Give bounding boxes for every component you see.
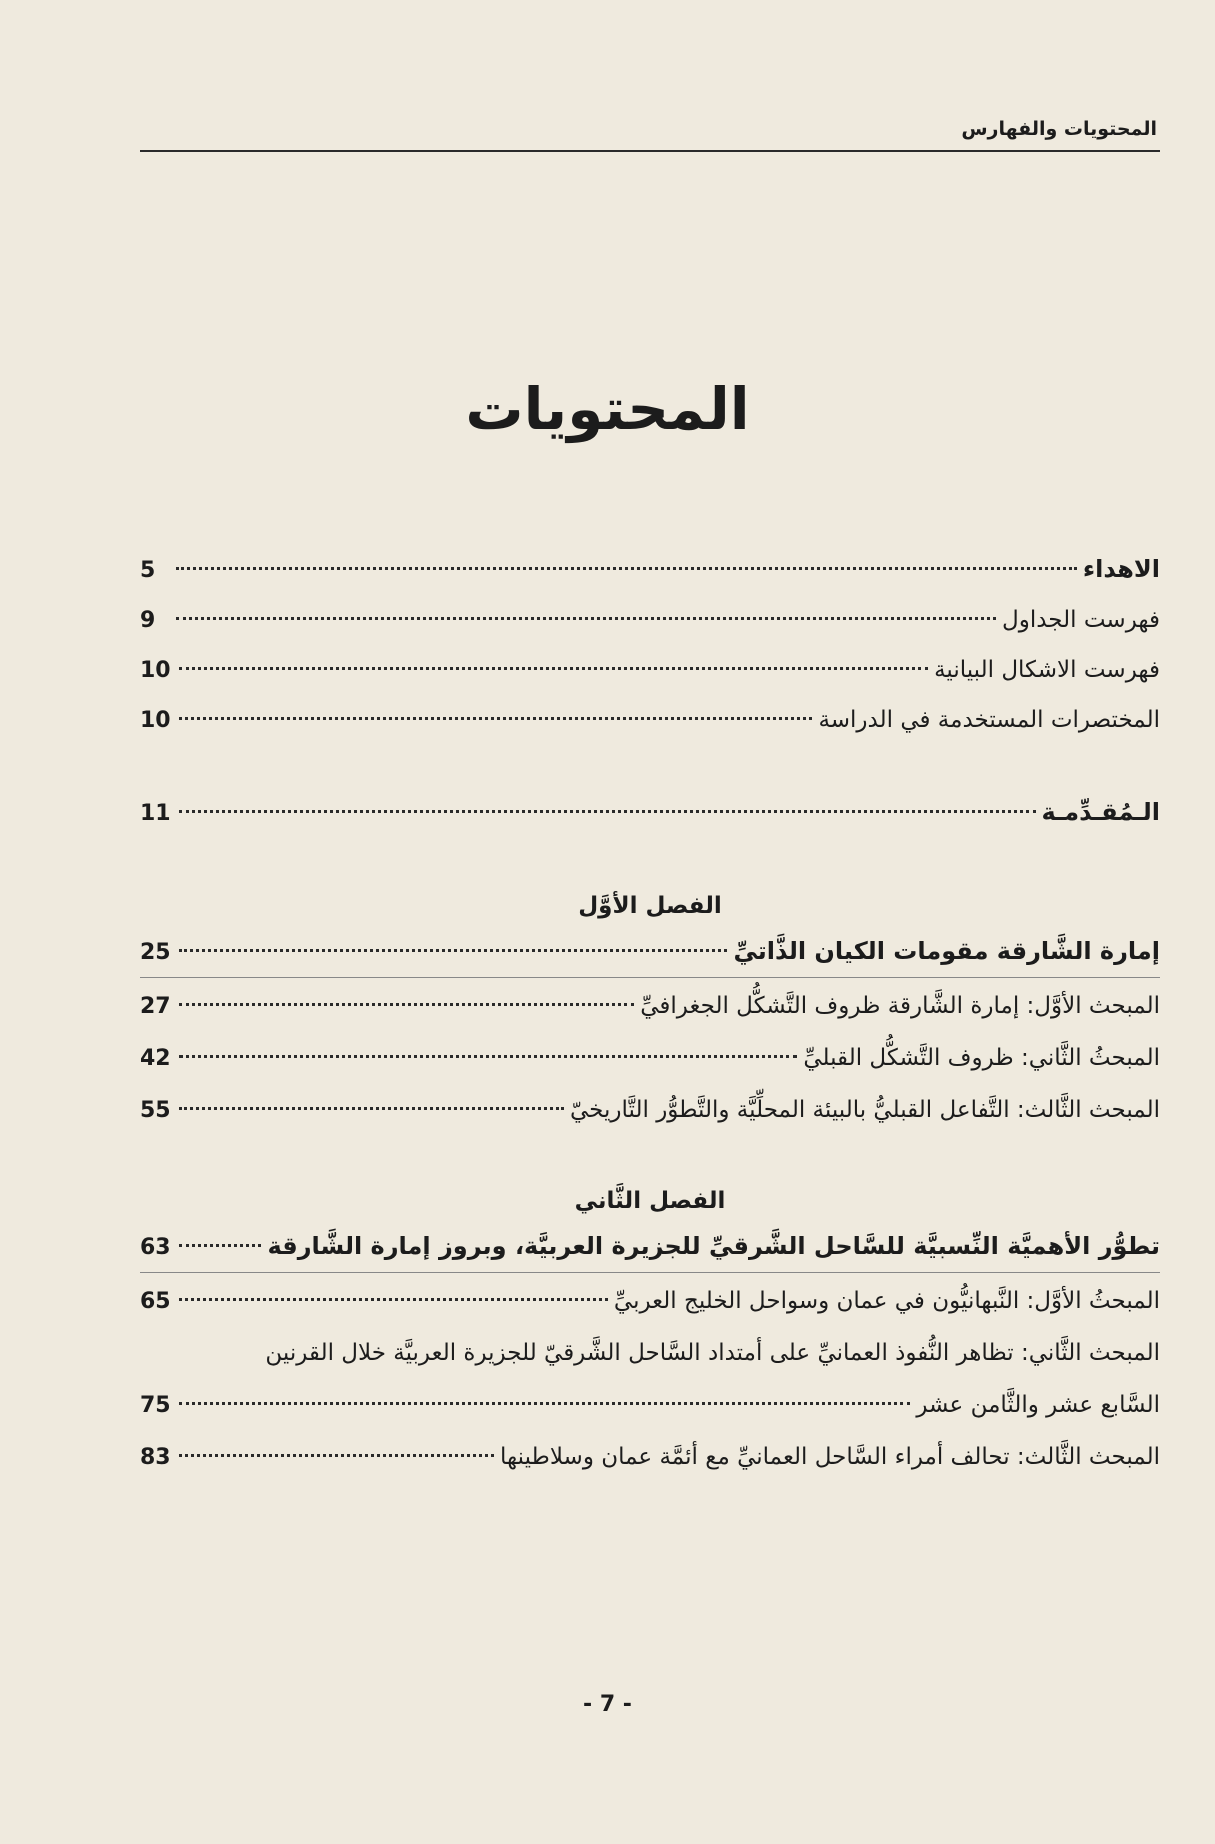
leader-dots [179, 810, 1036, 813]
leader-dots [179, 1003, 635, 1006]
toc-entry-ch1-section-2[interactable]: المبحثُ الثَّاني: ظروف التَّشكُّل القبليِّ 42 [140, 1045, 1160, 1071]
leader-dots [179, 1402, 911, 1405]
leader-dots [176, 617, 996, 620]
leader-dots [179, 1454, 494, 1457]
leader-dots [179, 1244, 262, 1247]
leader-dots [179, 1298, 608, 1301]
leader-dots [179, 1055, 798, 1058]
toc-entry-ch2-section-3[interactable]: المبحث الثَّالث: تحالف أمراء السَّاحل العمانيِّ مع أئمَّة عمان وسلاطينها 83 [140, 1444, 1160, 1470]
toc-entry-abbreviations[interactable]: المختصرات المستخدمة في الدراسة 10 [140, 707, 1160, 733]
chapter-2-heading: الفصل الثَّاني [574, 1188, 726, 1214]
page-number: - 7 - [583, 1692, 632, 1717]
leader-dots [176, 567, 1077, 570]
leader-dots [179, 667, 928, 670]
toc-entry-ch2-section-2-line-2[interactable]: السَّابع عشر والثَّامن عشر 75 [140, 1392, 1160, 1418]
toc-entry-ch2-section-2-line-1[interactable]: المبحث الثَّاني: تظاهر النُّفوذ العمانيِّ على أمتداد السَّاحل الشَّرقيّ للجزيرة العربيَّة خلال القرنين [265, 1340, 1160, 1366]
leader-dots [179, 717, 813, 720]
toc-entry-chapter-1-title[interactable]: إمارة الشَّارقة مقومات الكيان الذَّاتيِّ 25 [140, 937, 1160, 978]
header-rule [140, 150, 1160, 152]
leader-dots [179, 949, 728, 952]
toc-entry-chapter-2-title[interactable]: تطوُّر الأهميَّة النِّسبيَّة للسَّاحل الشَّرقيِّ للجزيرة العربيَّة، وبروز إمارة الشَّارقة 63 [140, 1232, 1160, 1273]
toc-entry-tables-index[interactable]: فهرست الجداول 9 [140, 607, 1160, 633]
chapter-1-heading: الفصل الأوَّل [578, 893, 722, 919]
toc-entry-figures-index[interactable]: فهرست الاشكال البيانية 10 [140, 657, 1160, 683]
toc-entry-ch1-section-1[interactable]: المبحث الأوَّل: إمارة الشَّارقة ظروف التَّشكُّل الجغرافيِّ 27 [140, 993, 1160, 1019]
running-head: المحتويات والفهارس [961, 118, 1157, 140]
toc-entry-introduction[interactable]: الـمُقـدِّمـة 11 [140, 798, 1160, 826]
toc-entry-ch2-section-1[interactable]: المبحثُ الأوَّل: النَّبهانيُّون في عمان وسواحل الخليج العربيِّ 65 [140, 1288, 1160, 1314]
leader-dots [179, 1107, 564, 1110]
toc-entry-ch1-section-3[interactable]: المبحث الثَّالث: التَّفاعل القبليُّ بالبيئة المحلِّيَّة والتَّطوُّر التَّاريخيّ 55 [140, 1097, 1160, 1123]
page-title: المحتويات [465, 375, 750, 443]
toc-entry-dedication[interactable]: الاهداء 5 [140, 555, 1160, 583]
